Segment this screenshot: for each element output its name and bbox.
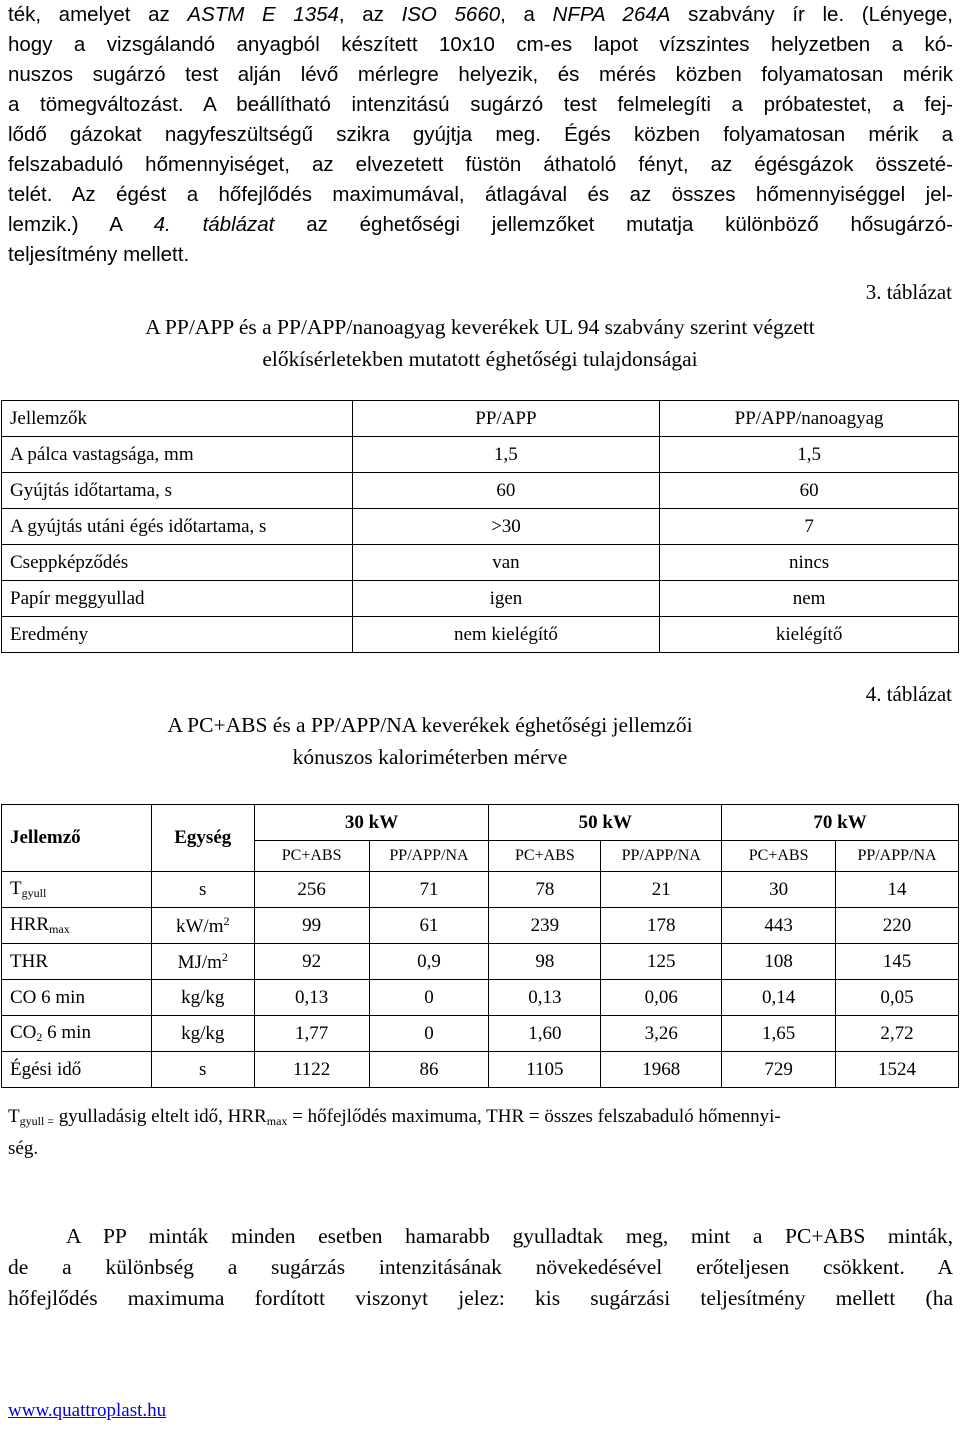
intro-line: nuszos sugárzó test alján lévő mérlegre helyezik, és mérés közben folyamatosan mérik [8,63,953,86]
table4-row-name: Égési idő [2,1052,152,1088]
table3-cell: 1,5 [352,437,660,473]
table3-caption-line1: A PP/APP és a PP/APP/nanoagyag keverékek UL 94 szabvány szerint végzett [145,315,815,339]
table3-row [2,617,959,653]
footnote-hrr-sub: max [266,1114,288,1128]
table3-row [2,437,959,473]
closing-line2: de a különbség a sugárzás intenzitásának növekedésével erőteljesen csökkent. A [8,1255,953,1279]
table4-cell: 3,26 [601,1016,722,1052]
table4-cell: 0,13 [254,980,369,1016]
table3-cell: nem kielégítő [352,617,660,653]
table4-subheader: PC+ABS [722,841,836,872]
table3-cell: Cseppképződés [2,545,353,581]
table4-row [2,980,959,1016]
table4-row [2,1052,959,1088]
table4-cell: 1968 [601,1052,722,1088]
table3-cell: Gyújtás időtartama, s [2,473,353,509]
table4-cell: 92 [254,944,369,980]
table4-cell: 0,06 [601,980,722,1016]
intro-line: teljesítmény mellett. [8,243,190,266]
table3-header-nano: PP/APP/nanoagyag [660,401,959,437]
table4-row-unit: $MJ/m^2$ [151,944,254,980]
table4-subheader: PP/APP/NA [836,841,959,872]
table4-cell: 21 [601,872,722,908]
table4-subheader: PC+ABS [254,841,369,872]
footnote-hrr-text: = hőfejlődés maximuma, THR = összes felszabaduló hőmennyi- [287,1106,781,1127]
table4-caption-line1: A PC+ABS és a PP/APP/NA keverékek éghetőségi jellemzői [167,713,693,737]
table4-cell: 78 [489,872,601,908]
table3-header-ppapp: PP/APP [352,401,660,437]
table3-cell: 60 [352,473,660,509]
intro-line: telét. Az égést a hőfejlődés maximumával, átlagával és az összes hőmennyiséggel jel- [8,183,953,206]
table3-cell: Eredmény [2,617,353,653]
table4-cell: 1,60 [489,1016,601,1052]
table4-row-unit: s [151,872,254,908]
table4-row [2,872,959,908]
closing-line3: hőfejlődés maximuma fordított viszonyt jelez: kis sugárzási teljesítmény mellett (ha [8,1286,953,1310]
table4-row [2,1016,959,1052]
table3-row [2,473,959,509]
table4-row-unit: kg/kg [151,1016,254,1052]
table4-cell: 178 [601,908,722,944]
table4-header-50kw: 50 kW [489,805,722,841]
closing-line1: A PP minták minden esetben hamarabb gyulladtak meg, mint a PC+ABS minták, [66,1224,953,1248]
table4-row-unit: kg/kg [151,980,254,1016]
table4-cell: 125 [601,944,722,980]
table4-cell: 61 [369,908,489,944]
table3-cell: A pálca vastagsága, mm [2,437,353,473]
table4-cell: 220 [836,908,959,944]
website-link[interactable]: www.quattroplast.hu [8,1400,167,1421]
table4-cell: 1524 [836,1052,959,1088]
table4-cell: 729 [722,1052,836,1088]
table4-cell: 239 [489,908,601,944]
footnote-t-main: T [8,1106,20,1127]
table4-row-name: $CO_2$ 6 min [2,1016,152,1052]
table4-cell: 99 [254,908,369,944]
footnote-line2: ség. [8,1138,39,1159]
closing-paragraph [8,1221,953,1314]
table4-row [2,944,959,980]
table4-subheader: PP/APP/NA [369,841,489,872]
intro-line: felszabaduló hőmennyiséget, az elvezetett füstön áthatoló fényt, az égésgázok összeté- [8,153,953,176]
table3-row [2,545,959,581]
table4-header-egyseg: Egység [151,805,254,872]
table3-caption [0,311,960,375]
table4-header-70kw: 70 kW [722,805,959,841]
table4-caption [0,709,960,773]
table4-cell: 71 [369,872,489,908]
table3-cell: >30 [352,509,660,545]
table3-caption-line2: előkísérletekben mutatott éghetőségi tulajdonságai [262,347,698,371]
table4-cell: 443 [722,908,836,944]
table4-row-name: THR [2,944,152,980]
table4-subheader: PP/APP/NA [601,841,722,872]
table3-cell: van [352,545,660,581]
table4-cell: 0,9 [369,944,489,980]
table3-row [2,509,959,545]
intro-line: lemzik.) A 4. táblázat az éghetőségi jellemzőket mutatja különböző hősugárzó- [8,213,954,236]
table4-cell: 256 [254,872,369,908]
intro-italic-ref: ASTM E 1354 [187,3,339,26]
intro-italic-ref: 4. táblázat [153,213,275,236]
table4-cell: 0,05 [836,980,959,1016]
table4-cell: 1105 [489,1052,601,1088]
table3-row [2,581,959,617]
table3-cell: 1,5 [660,437,959,473]
table4-header-row [2,805,959,841]
table4-row [2,908,959,944]
table4-row-name: $HRR_{max}$ [2,908,152,944]
intro-line: lődő gázokat nagyfeszültségű szikra gyújtja meg. Égés közben folyamatosan mérik a [8,123,953,146]
table4-row-unit: s [151,1052,254,1088]
table4 [1,804,959,1088]
footnote-t-sub: gyull = [19,1114,55,1128]
table4-label: 4. táblázat [865,682,952,706]
table4-footnote [8,1103,953,1163]
table3-cell: Papír meggyullad [2,581,353,617]
table4-cell: 14 [836,872,959,908]
footnote-hrr-main: HRR [227,1106,267,1127]
table4-header-30kw: 30 kW [254,805,489,841]
footnote-t-text: gyulladásig eltelt idő, [54,1106,228,1127]
table3 [1,400,959,653]
table4-cell: 0,13 [489,980,601,1016]
table3-header-row [2,401,959,437]
intro-paragraph [8,0,953,270]
table3-cell: A gyújtás utáni égés időtartama, s [2,509,353,545]
table4-row-name: $T_{gyull}$ [2,872,152,908]
intro-italic-ref: NFPA 264A [552,3,671,26]
table4-cell: 0,14 [722,980,836,1016]
table4-row-name: CO 6 min [2,980,152,1016]
table4-header-jellemzo: Jellemző [2,805,152,872]
table4-cell: 1,77 [254,1016,369,1052]
table4-cell: 98 [489,944,601,980]
table3-cell: 7 [660,509,959,545]
table4-caption-line2: kónuszos kaloriméterben mérve [292,745,568,769]
table4-cell: 108 [722,944,836,980]
table3-cell: kielégítő [660,617,959,653]
table4-cell: 0 [369,1016,489,1052]
table3-cell: igen [352,581,660,617]
table4-cell: 145 [836,944,959,980]
table3-header-jellemzok: Jellemzők [2,401,353,437]
table4-cell: 86 [369,1052,489,1088]
table4-row-unit: $kW/m^2$ [151,908,254,944]
table4-cell: 2,72 [836,1016,959,1052]
intro-italic-ref: ISO 5660 [401,3,501,26]
table3-cell: nem [660,581,959,617]
table4-subheader: PC+ABS [489,841,601,872]
intro-line: a tömegváltozást. A beállítható intenzitású sugárzó test felmelegíti a próbatestet, a fej- [8,93,953,116]
table3-cell: nincs [660,545,959,581]
table4-cell: 1,65 [722,1016,836,1052]
table3-label: 3. táblázat [865,280,952,304]
intro-line: hogy a vizsgálandó anyagból készített 10x10 cm-es lapot vízszintes helyzetben a kó- [8,33,953,56]
intro-line: ték, amelyet az ASTM E 1354, az ISO 5660, a NFPA 264A szabvány ír le. (Lényege, [8,3,953,26]
table4-cell: 30 [722,872,836,908]
table4-cell: 0 [369,980,489,1016]
table4-cell: 1122 [254,1052,369,1088]
table3-cell: 60 [660,473,959,509]
